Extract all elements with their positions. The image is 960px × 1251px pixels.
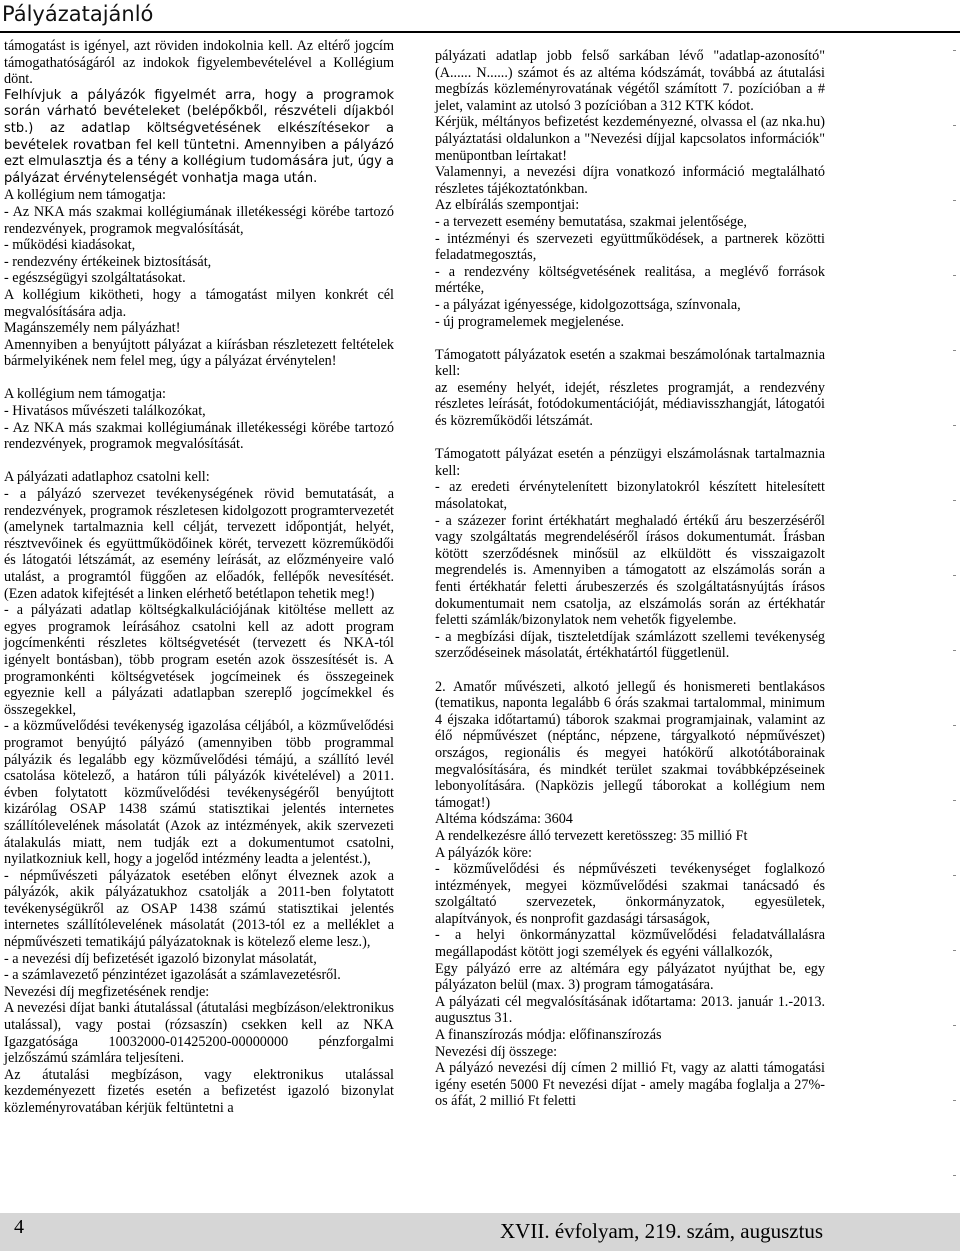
paragraph: A kollégium kikötheti, hogy a támogatást milyen konkrét cél megvalósítására adja. <box>4 286 394 320</box>
paragraph: - a rendezvény költségvetésének realitása, a meglévő források mértéke, <box>435 263 825 297</box>
paragraph: Támogatott pályázatok esetén a szakmai beszámolónak tartalmaznia kell: <box>435 346 825 380</box>
paragraph: A kollégium nem támogatja: <box>4 386 166 403</box>
paragraph: - a tervezett esemény bemutatása, szakmai jelentősége, <box>435 213 747 230</box>
paragraph: - a pályázati adatlap költségkalkulációjának kitöltése mellett az egyes programok leírásához csatolni kell az adott program jogcímenkénti részletes költségvetését (tervezett és NKA-tól igényelt bontásban), több program esetén azok összesítését is. A programonkénti költségvetések jogcímeinek és összegeinek egyeznie kell a pályázati adatlapban szereplő jogcímekkel és összegekkel, <box>4 602 394 718</box>
paragraph: Valamennyi, a nevezési díjra vonatkozó információ megtalálható részletes tájékoztatónkban. <box>435 164 825 197</box>
paragraph: - népművészeti pályázatok esetében előnyt élveznek azok a pályázók, akik pályázatukhoz csatolják a 2011-ben folytatott tevékenységükről az OSAP 1438 számú statisztikai jelentés internetes szállítólevelének másolatát (2013-tól ez a melléklet a népművészeti tematikájú pályázatoknak is kötelező eleme lesz.), <box>4 867 394 951</box>
paragraph: A pályázati adatlaphoz csatolni kell: <box>4 469 210 486</box>
page-edge-marks <box>950 30 960 1200</box>
left-column <box>4 38 394 1117</box>
paragraph: A nevezési díjat banki átutalással (átutalási megbízáson/elektronikus utalással), vagy postai (rózsaszín) csekken kell az NKA Igazgatósága 10032000-01425200-00000000 pénzforgalmi jelzőszámú számlára teljesíteni. <box>4 1000 394 1067</box>
page-number: 4 <box>14 1216 24 1238</box>
page-footer <box>0 1213 960 1251</box>
paragraph: A kollégium nem támogatja: <box>4 187 166 204</box>
paragraph: Magánszemély nem pályázhat! <box>4 320 181 337</box>
paragraph: Kérjük, méltányos befizetést kezdeményezné, olvassa el (az nka.hu) pályáztatási oldalunkon a "Nevezési díjjal kapcsolatos információk" menüpontban leírtakat! <box>435 114 825 164</box>
header-rule <box>0 31 960 33</box>
paragraph: az esemény helyét, idejét, részletes programját, a rendezvény részletes leírását, fotódokumentációját, médiavisszhangját, látogatói és közreműködői létszámát. <box>435 379 825 430</box>
paragraph: Felhívjuk a pályázók figyelmét arra, hogy a programok során várható bevételeket (belépőkből, részvételi díjakból stb.) az adatlap költségvetésének elkészítésekor a bevételek rovatban fel kell tüntetni. Amennyiben a pályázó ezt elmulasztja és a tény a kollégium tudomására jut, úgy a pályázat érvénytelenségét vonhatja maga után. <box>4 87 394 186</box>
right-column <box>435 48 825 1110</box>
paragraph: Nevezési díj megfizetésének rendje: <box>4 983 210 1000</box>
paragraph: - a megbízási díjak, tiszteletdíjak számlázott szellemi tevékenység szerződéseinek másolatát, értékhatártól függetlenül. <box>435 628 825 662</box>
paragraph: pályázati adatlap jobb felső sarkában lévő "adatlap-azonosító" (A...... N......) számot és az altéma kódszámát, továbbá az átutalási megbízás közleményrovatának végétől számított 7. pozícióban a # jelet, valamint az utolsó 3 pozícióban a 312 KTK kódot. <box>435 48 825 114</box>
paragraph: A pályázók köre: <box>435 844 532 861</box>
page-title: Pályázatajánló <box>2 2 154 26</box>
paragraph: Az átutalási megbízáson, vagy elektronikus utalással kezdeményezett fizetés esetén a befizetést igazoló bizonylat közleményrovatában kérjük feltüntetni a <box>4 1066 394 1116</box>
paragraph: - a nevezési díj befizetését igazoló bizonylat másolatát, <box>4 950 317 967</box>
paragraph: - rendezvény értékeinek biztosítását, <box>4 253 212 270</box>
page-header <box>0 0 960 36</box>
paragraph: A rendelkezésre álló tervezett keretösszeg: 35 millió Ft <box>435 827 748 844</box>
paragraph: - a számlavezető pénzintézet igazolását a számlavezetésről. <box>4 967 341 984</box>
paragraph: - a közművelődési tevékenység igazolása céljából, a közművelődési programot benyújtó pályázó (amennyiben több programmal pályázik és legalább egy közművelődési témájú, a szállító levél csatolása kötelező, a határon túli pályázók kivételével) a 2011. évben folytatott közművelődési tevékenységéről benyújtott kizárólag OSAP 1438 számú statisztikai jelentés internetes szállítólevelének másolatát (Azok az intézmények, akik szervezeti átalakulás miatt, nem tudják ezt a dokumentumot csatolni, nyilatkozniuk kell, hogy a jogelőd intézmény leadta a jelentést.), <box>4 718 394 868</box>
paragraph: - közművelődési és népművészeti tevékenységet foglalkozó intézmények, megyei közművelődési szakmai tanácsadó és szolgáltató szervezetek, önkormányzatok, egyesületek, alapítványok, és nonprofit gazdasági társaságok, <box>435 861 825 927</box>
paragraph: Egy pályázó erre az altémára egy pályázatot nyújthat be, egy pályázaton belül (max. 3) program támogatására. <box>435 960 825 994</box>
paragraph: Támogatott pályázat esetén a pénzügyi elszámolásnak tartalmaznia kell: <box>435 446 825 479</box>
paragraph: támogatást is igényel, azt röviden indokolnia kell. Az eltérő jogcím támogathatóságáról az indokok figyelembevételével a Kollégium dönt. <box>4 38 394 88</box>
paragraph: - az eredeti érvénytelenített bizonylatokról készített hitelesített másolatokat, <box>435 479 825 513</box>
paragraph: - működési kiadásokat, <box>4 237 136 254</box>
paragraph: - intézményi és szervezeti együttműködések, a partnerek közötti feladatmegosztás, <box>435 230 825 264</box>
paragraph: - a helyi önkormányzattal közművelődési feladatvállalásra megállapodást kötött jogi személyek és egyéni vállalkozók, <box>435 927 825 961</box>
paragraph: - Az NKA más szakmai kollégiumának illetékességi körébe tartozó rendezvények, programok megvalósítását. <box>4 419 394 453</box>
paragraph: - a pályázat igényessége, kidolgozottsága, színvonala, <box>435 296 741 313</box>
paragraph: - új programelemek megjelenése. <box>435 313 625 330</box>
paragraph: A pályázó nevezési díj címen 2 millió Ft, vagy az alatti támogatási igény esetén 5000 Ft nevezési díjat - amely magába foglalja a 27%-os áfát, 2 millió Ft feletti <box>435 1060 825 1110</box>
paragraph: Amennyiben a benyújtott pályázat a kiírásban részletezett feltételek bármelyikének nem felel meg, úgy a pályázat érvénytelen! <box>4 336 394 370</box>
paragraph: - egészségügyi szolgáltatásokat. <box>4 270 186 287</box>
paragraph: Altéma kódszáma: 3604 <box>435 811 573 828</box>
paragraph: - Hivatásos művészeti találkozókat, <box>4 403 206 420</box>
paragraph: A pályázati cél megvalósításának időtartama: 2013. január 1.-2013. augusztus 31. <box>435 993 825 1027</box>
issue-label: XVII. évfolyam, 219. szám, augusztus <box>500 1219 824 1243</box>
paragraph: A finanszírozás módja: előfinanszírozás <box>435 1027 662 1044</box>
paragraph: Nevezési díj összege: <box>435 1043 558 1060</box>
paragraph: - a pályázó szervezet tevékenységének rövid bemutatását, a rendezvények, programok részletesen kidolgozott programtervezetét (amelynek tartalmaznia kell célját, tervezett időpontját, helyét, résztvevőinek és együttműködőinek körét, tervezett közreműködői és látogatói létszámát, az esemény leírását, az előzményeire való utalást, a programtól függően az előadók, fellépők nevesítését. (Ezen adatok kifejtését a linken elérhető betétlapon tehetik meg!) <box>4 486 394 602</box>
paragraph: Az elbírálás szempontjai: <box>435 197 580 214</box>
paragraph: 2. Amatőr művészeti, alkotó jellegű és honismereti bentlakásos (tematikus, naponta legalább 6 órás szakmai tartalommal, minimum 4 éjszaka időtartamú) táborok szakmai programjainak, valamint az élő népművészet (néptánc, népzene, tárgyalkotó népművészet) országos, regionális és megyei hatókörű alkotótáborainak megvalósítására, és mindkét terület szakmai továbbképzéseinek lebonyolítására. (Napközis jellegű táborokat a kollégium nem támogat!) <box>435 678 825 811</box>
paragraph: - a százezer forint értékhatárt meghaladó értékű áru beszerzéséről vagy szolgáltatás megrendeléséről írásos dokumentumát. Írásban kötött szerződésnek minősül az elküldött és visszaigazolt megrendelés is. Amennyiben a támogatott az elszámolás során a fenti értékhatár feletti árubeszerzés és szolgáltatásnyújtás írásos dokumentumait nem csatolja, az elszámolás során az értékhatár feletti számlák/bizonylatok nem vehetők figyelembe. <box>435 512 825 629</box>
paragraph: - Az NKA más szakmai kollégiumának illetékességi körébe tartozó rendezvények, programok megvalósítását, <box>4 203 394 237</box>
